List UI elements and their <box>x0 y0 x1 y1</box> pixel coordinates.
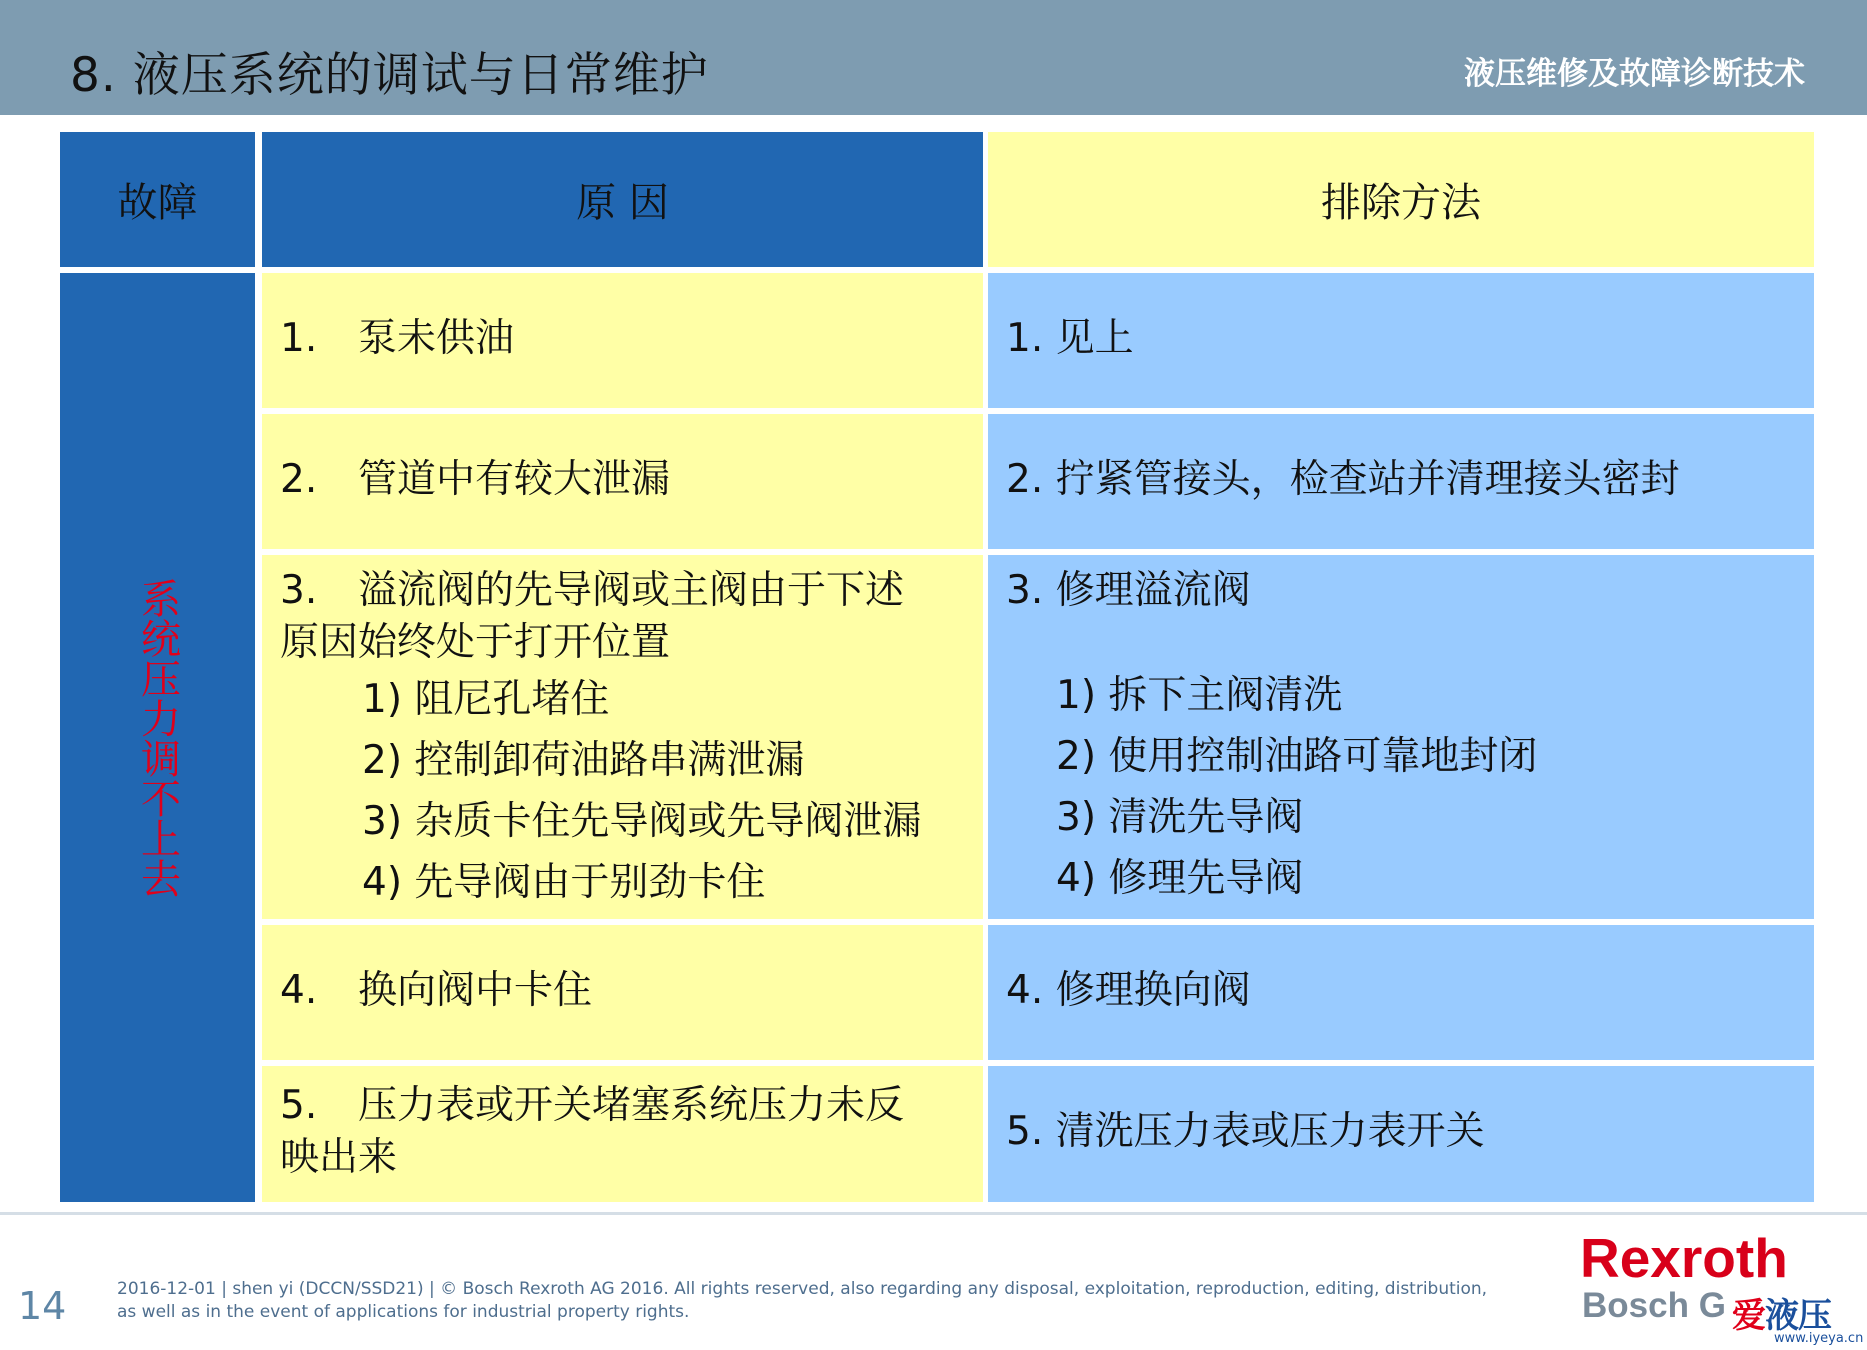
header-remedy-label: 排除方法 <box>1321 180 1481 226</box>
watermark-ai: 爱 <box>1732 1296 1765 1336</box>
cause-text-line2: 原因始终处于打开位置 <box>280 620 671 665</box>
cause-row-1 <box>262 273 983 408</box>
header-cause-cell <box>262 132 983 267</box>
remedy-subitem: 1) 拆下主阀清洗 <box>1056 673 1343 718</box>
copyright-line-2: as well as in the event of applications for industrial property rights. <box>117 1302 690 1322</box>
cause-row-3 <box>262 555 983 919</box>
remedy-row-2 <box>988 414 1814 549</box>
watermark-rest: 液压 <box>1765 1296 1831 1336</box>
cause-num: 2. <box>280 457 318 502</box>
copyright-line-1: 2016-12-01 | shen yi (DCCN/SSD21) | © Bosch Rexroth AG 2016. All rights reserved, also regarding any disposal, exploitation, reproduction, editing, distribution, <box>117 1279 1488 1299</box>
remedy-row-5 <box>988 1066 1814 1202</box>
header-fault-label: 故障 <box>117 180 198 226</box>
cause-subitem: 2) 控制卸荷油路串满泄漏 <box>362 738 805 783</box>
cause-text: 管道中有较大泄漏 <box>358 457 671 502</box>
remedy-text: 4. 修理换向阀 <box>1006 968 1251 1013</box>
cause-subitem: 4) 先导阀由于别劲卡住 <box>362 860 766 905</box>
cause-subitem: 1) 阻尼孔堵住 <box>362 677 610 722</box>
page-number: 14 <box>18 1284 67 1328</box>
cause-num: 3. <box>280 568 318 613</box>
cause-num: 4. <box>280 968 318 1013</box>
remedy-row-1 <box>988 273 1814 408</box>
remedy-text: 5. 清洗压力表或压力表开关 <box>1006 1109 1485 1154</box>
slide-header <box>0 0 1867 115</box>
remedy-subitem: 3) 清洗先导阀 <box>1056 795 1304 840</box>
bosch-group-logo: Bosch G <box>1582 1286 1726 1325</box>
fault-text: 系统压力调不上去 <box>134 577 181 898</box>
remedy-row-4 <box>988 925 1814 1060</box>
cause-text-line1: 溢流阀的先导阀或主阀由于下述 <box>358 568 905 613</box>
watermark-url: www.iyeya.cn <box>1774 1331 1864 1346</box>
remedy-subitem: 2) 使用控制油路可靠地封闭 <box>1056 734 1538 779</box>
remedy-text: 1. 见上 <box>1006 316 1134 361</box>
slide-title: 8. 液压系统的调试与日常维护 <box>70 48 709 103</box>
cause-text-line2: 映出来 <box>280 1135 398 1180</box>
header-cause-label: 原 因 <box>576 180 669 226</box>
remedy-text: 2. 拧紧管接头，检查站并清理接头密封 <box>1006 457 1680 502</box>
copyright-notice <box>117 1278 1537 1324</box>
header-fault-cell <box>60 132 255 267</box>
cause-text: 换向阀中卡住 <box>358 968 593 1013</box>
header-remedy-cell <box>988 132 1814 267</box>
fault-cell <box>60 273 255 1202</box>
cause-row-2 <box>262 414 983 549</box>
remedy-row-3 <box>988 555 1814 919</box>
cause-text-line1: 压力表或开关堵塞系统压力未反 <box>358 1083 905 1128</box>
cause-row-4 <box>262 925 983 1060</box>
cause-subitem: 3) 杂质卡住先导阀或先导阀泄漏 <box>362 799 922 844</box>
footer-divider <box>0 1212 1867 1215</box>
remedy-text: 3. 修理溢流阀 <box>1006 568 1251 613</box>
slide-subtitle: 液压维修及故障诊断技术 <box>1464 56 1805 92</box>
fault-table <box>60 132 1814 1202</box>
cause-num: 1. <box>280 316 318 361</box>
cause-num: 5. <box>280 1083 318 1128</box>
cause-text: 泵未供油 <box>358 316 515 361</box>
rexroth-logo: Rexroth <box>1580 1227 1788 1289</box>
watermark-logo <box>1732 1288 1831 1337</box>
cause-row-5 <box>262 1066 983 1202</box>
remedy-subitem: 4) 修理先导阀 <box>1056 856 1304 901</box>
